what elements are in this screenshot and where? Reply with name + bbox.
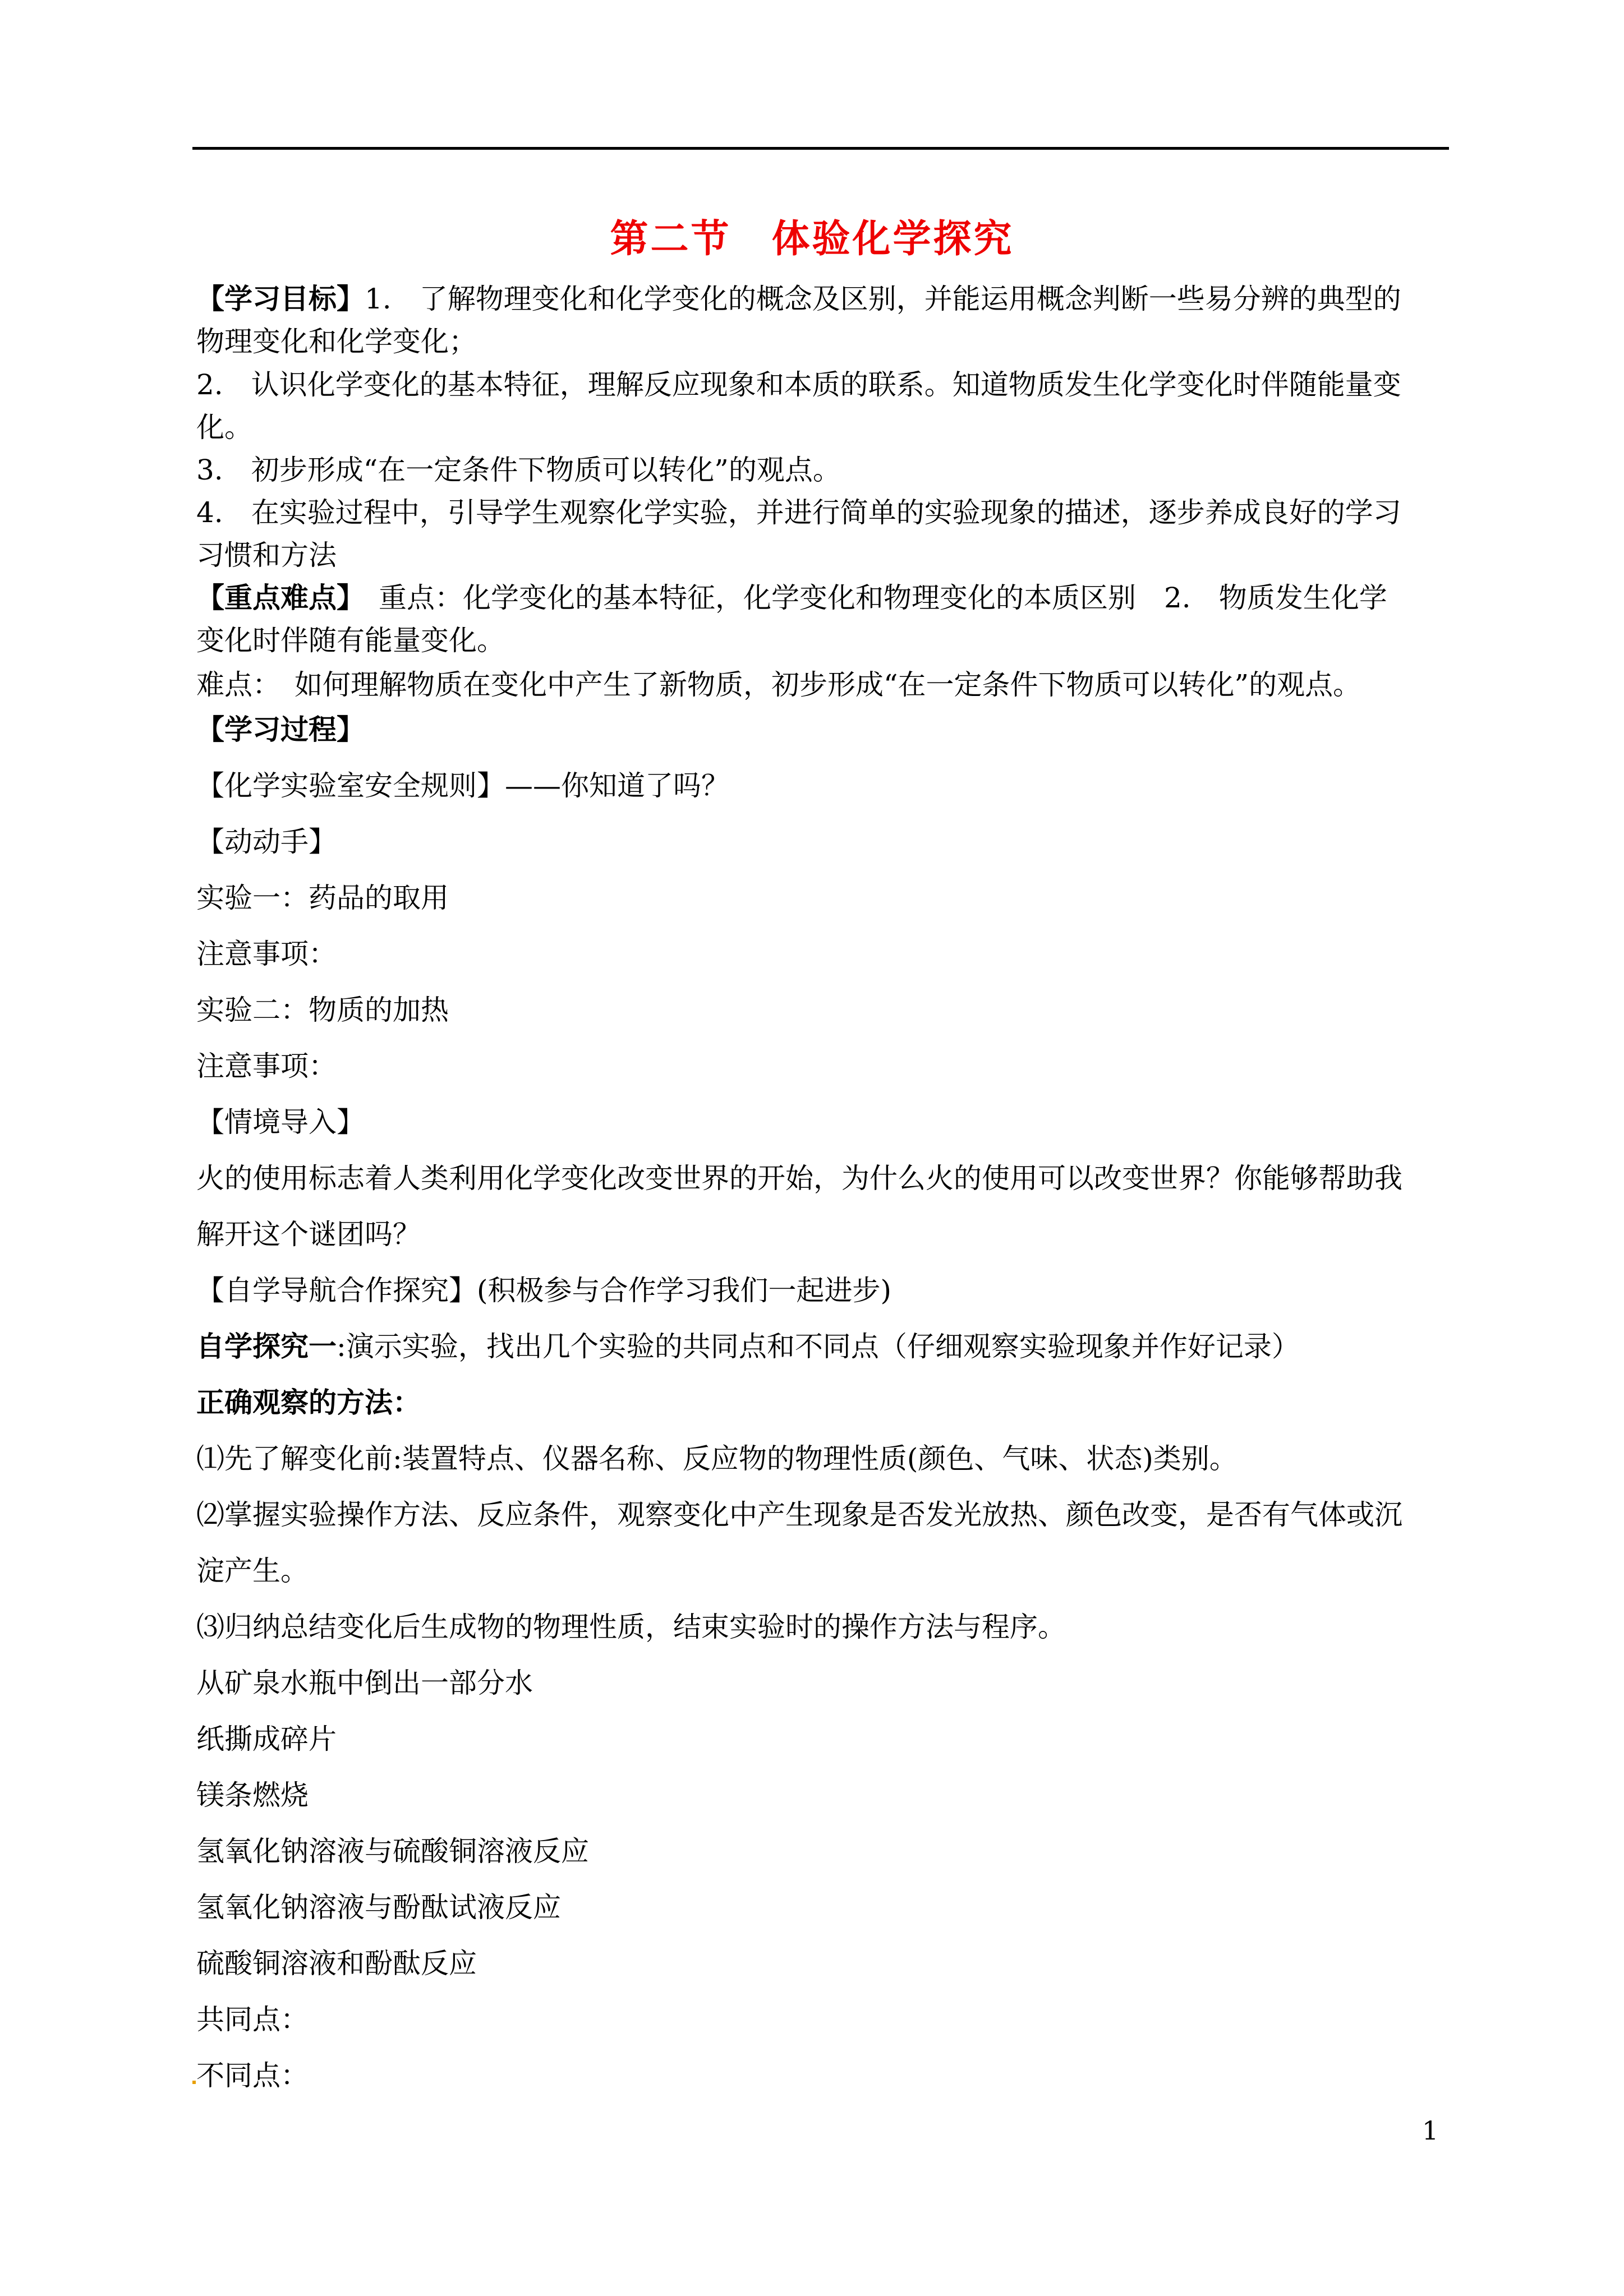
- different-points: 不同点：: [196, 2059, 309, 2092]
- objectives-label: 【学习目标】: [196, 282, 365, 315]
- experiment-item-3: 镁条燃烧: [196, 1779, 309, 1811]
- experiment-item-4: 氢氧化钠溶液与硫酸铜溶液反应: [196, 1835, 589, 1868]
- objectives-line-1: [196, 278, 1448, 320]
- common-points: 共同点：: [196, 2003, 309, 2036]
- method-2-cont: 淀产生。: [196, 1555, 309, 1587]
- objective-1: 1. 了解物理变化和化学变化的概念及区别，并能运用概念判断一些易分辨的典型的: [365, 283, 1401, 315]
- objective-2-cont: 化。: [196, 411, 252, 444]
- process-heading: 【学习过程】: [196, 713, 365, 746]
- method-heading: 正确观察的方法：: [196, 1386, 421, 1419]
- objectives-line-2: 物理变化和化学变化；: [196, 325, 477, 358]
- notes-2: 注意事项：: [196, 1050, 337, 1082]
- method-1: ⑴先了解变化前:装置特点、仪器名称、反应物的物理性质(颜色、气味、状态)类别。: [196, 1442, 1237, 1475]
- key-points-label: 【重点难点】: [196, 581, 351, 614]
- key-points-line-2: 变化时伴随有能量变化。: [196, 624, 505, 657]
- experiment-item-5: 氢氧化钠溶液与酚酞试液反应: [196, 1891, 561, 1924]
- objective-2: 2. 认识化学变化的基本特征，理解反应现象和本质的联系。知道物质发生化学变化时伴随能量变: [196, 368, 1401, 401]
- self-study-heading: 【自学导航合作探究】(积极参与合作学习我们一起进步): [196, 1274, 892, 1307]
- key-points-text: 重点：化学变化的基本特征，化学变化和物理变化的本质区别 2. 物质发生化学: [351, 582, 1387, 614]
- inquiry-one: [196, 1325, 1448, 1368]
- method-2: ⑵掌握实验操作方法、反应条件，观察变化中产生现象是否发光放热、颜色改变，是否有气体或沉: [196, 1499, 1402, 1531]
- experiment-item-6: 硫酸铜溶液和酚酞反应: [196, 1947, 477, 1980]
- page-title: 第二节 体验化学探究: [610, 216, 1014, 261]
- marker-dot: [192, 2081, 196, 2084]
- header-rule: [192, 147, 1449, 150]
- scenario-text: 火的使用标志着人类利用化学变化改变世界的开始，为什么火的使用可以改变世界？你能够帮助我: [196, 1162, 1402, 1195]
- difficulty: 难点： 如何理解物质在变化中产生了新物质，初步形成“在一定条件下物质可以转化”的观点。: [196, 668, 1361, 701]
- experiment-item-2: 纸撕成碎片: [196, 1723, 337, 1755]
- hands-on-heading: 【动动手】: [196, 826, 337, 858]
- experiment-2: 实验二：物质的加热: [196, 994, 449, 1026]
- notes-1: 注意事项：: [196, 938, 337, 970]
- inquiry-text: :演示实验，找出几个实验的共同点和不同点（仔细观察实验现象并作好记录）: [337, 1330, 1300, 1363]
- inquiry-label: 自学探究一: [196, 1330, 337, 1363]
- scenario-heading: 【情境导入】: [196, 1106, 365, 1138]
- page-number: 1: [1422, 2115, 1439, 2146]
- scenario-text-cont: 解开这个谜团吗？: [196, 1218, 421, 1251]
- objective-4-cont: 习惯和方法: [196, 539, 337, 571]
- objective-3: 3. 初步形成“在一定条件下物质可以转化”的观点。: [196, 454, 841, 486]
- safety-rules: 【化学实验室安全规则】——你知道了吗？: [196, 769, 729, 802]
- method-3: ⑶归纳总结变化后生成物的物理性质，结束实验时的操作方法与程序。: [196, 1611, 1066, 1643]
- key-points-line-1: [196, 577, 1448, 619]
- experiment-1: 实验一：药品的取用: [196, 882, 449, 914]
- experiment-item-1: 从矿泉水瓶中倒出一部分水: [196, 1667, 533, 1699]
- objective-4: 4. 在实验过程中，引导学生观察化学实验，并进行简单的实验现象的描述，逐步养成良好的学习: [196, 496, 1401, 529]
